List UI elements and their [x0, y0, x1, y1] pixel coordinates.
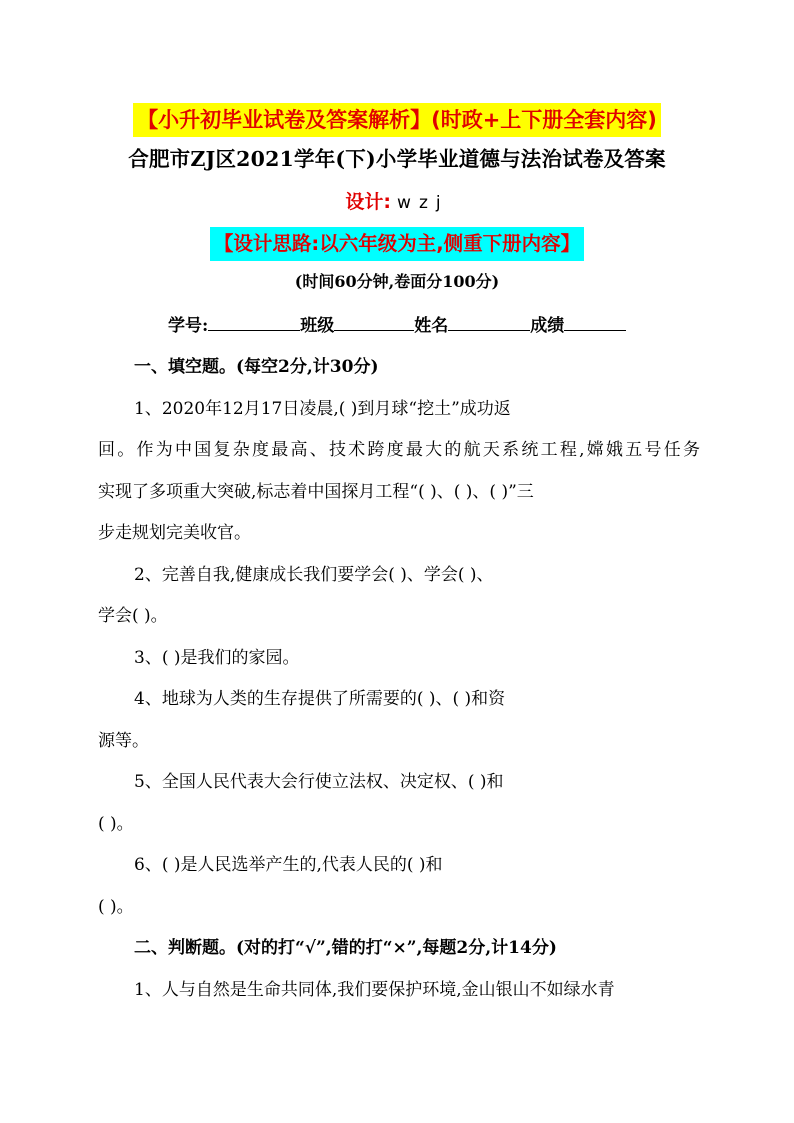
q6-line1: 6、( )是人民选举产生的,代表人民的( )和 — [134, 855, 443, 875]
q1-line2: 回。作为中国复杂度最高、技术跨度最大的航天系统工程,嫦娥五号任务 — [98, 440, 700, 460]
time-info: (时间60分钟,卷面分100分) — [294, 272, 500, 291]
q4-line2: 源等。 — [98, 731, 149, 751]
q2-line2: 学会( )。 — [98, 606, 168, 626]
q2-line1: 2、完善自我,健康成长我们要学会( )、学会( )、 — [134, 565, 494, 585]
class-blank — [334, 312, 414, 331]
design-banner-row — [0, 227, 794, 261]
section2-heading: 二、判断题。(对的打“√”,错的打“×”,每题2分,计14分) — [134, 938, 557, 958]
student-id-blank — [208, 312, 300, 331]
q5-line2: ( )。 — [98, 814, 134, 834]
design-banner: 【设计思路:以六年级为主,侧重下册内容】 — [210, 227, 584, 261]
designer-value: wzj — [397, 193, 449, 213]
top-banner-row — [0, 103, 794, 137]
q5-line1: 5、全国人民代表大会行使立法权、决定权、( )和 — [134, 772, 504, 792]
name-label: 姓名 — [414, 316, 449, 336]
exam-title: 合肥市ZJ区2021学年(下)小学毕业道德与法治试卷及答案 — [128, 147, 666, 171]
student-info-line — [168, 312, 688, 340]
class-label: 班级 — [300, 316, 335, 336]
j1-line1: 1、人与自然是生命共同体,我们要保护环境,金山银山不如绿水青 — [134, 980, 615, 1000]
designer-line — [0, 187, 794, 218]
section1-heading: 一、填空题。(每空2分,计30分) — [134, 357, 379, 377]
score-blank — [564, 312, 626, 331]
score-label: 成绩 — [530, 316, 565, 336]
q4-line1: 4、地球为人类的生存提供了所需要的( )、( )和资 — [134, 689, 506, 709]
name-blank — [448, 312, 530, 331]
q1-line4: 步走规划完美收官。 — [98, 523, 251, 543]
q3-line1: 3、( )是我们的家园。 — [134, 648, 300, 668]
student-id-label: 学号: — [168, 316, 209, 336]
designer-label: 设计: — [345, 191, 391, 213]
top-banner: 【小升初毕业试卷及答案解析】(时政+上下册全套内容) — [133, 103, 661, 137]
q1-line3: 实现了多项重大突破,标志着中国探月工程“( )、( )、( )”三 — [98, 482, 534, 502]
q6-line2: ( )。 — [98, 897, 134, 917]
q1-line1: 1、2020年12月17日凌晨,( )到月球“挖土”成功返 — [134, 399, 511, 419]
